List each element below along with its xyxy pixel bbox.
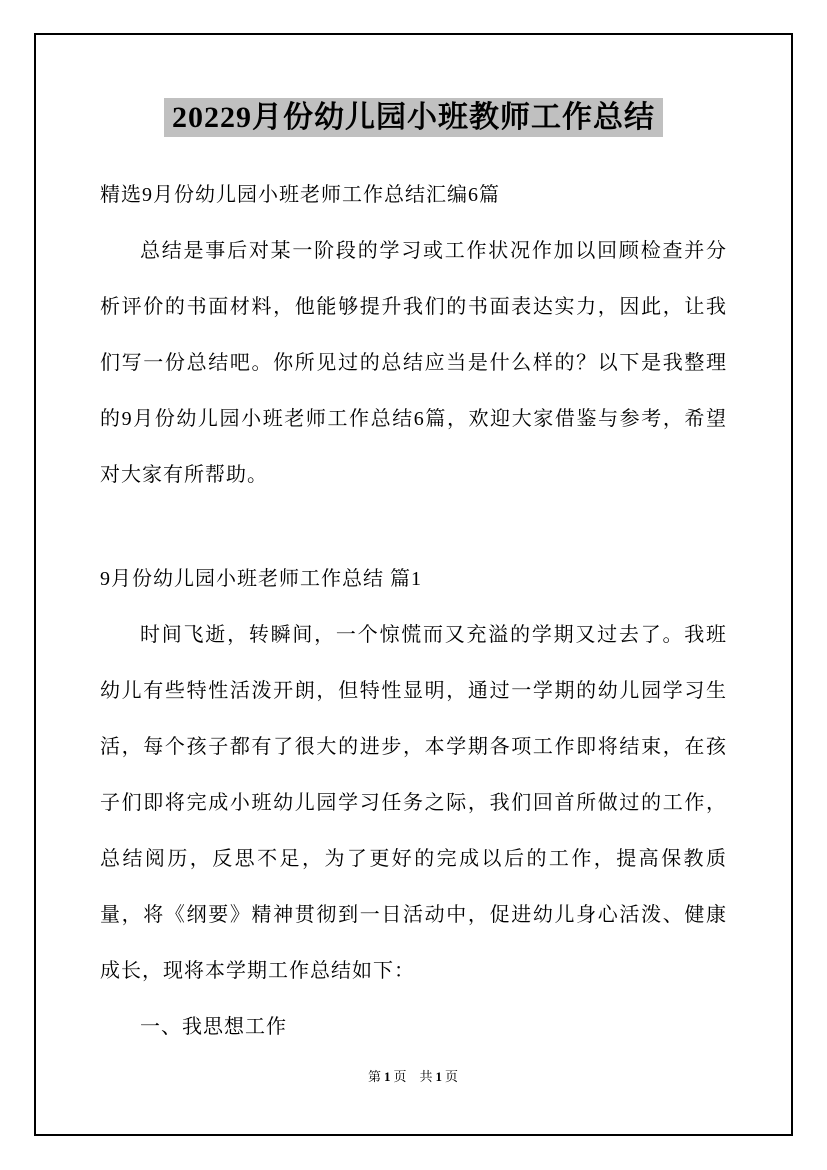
title-highlight: 20229月份幼儿园小班教师工作总结	[164, 98, 663, 137]
section-heading: 9月份幼儿园小班老师工作总结 篇1	[100, 568, 422, 590]
page-label-prefix: 第	[367, 1069, 382, 1084]
page-number: 1	[383, 1069, 392, 1084]
paragraph-preface: 总结是事后对某一阶段的学习或工作状况作加以回顾检查并分析评价的书面材料，他能够提升我们的书面表达实力，因此，让我们写一份总结吧。你所见过的总结应当是什么样的？以下是我整理的9月份幼儿园小班老师工作总结6篇，欢迎大家借鉴与参考，希望对大家有所帮助。	[100, 240, 727, 486]
page-label-suffix: 页	[393, 1069, 408, 1084]
total-label-prefix: 共	[419, 1069, 434, 1084]
list-heading: 一、我思想工作	[140, 1016, 287, 1038]
paragraph-body: 时间飞逝，转瞬间，一个惊慌而又充溢的学期又过去了。我班幼儿有些特性活泼开朗，但特性显明，通过一学期的幼儿园学习生活，每个孩子都有了很大的进步，本学期各项工作即将结束，在孩子们即将完成小班幼儿园学习任务之际，我们回首所做过的工作，总结阅历，反思不足，为了更好的完成以后的工作，提高保教质量，将《纲要》精神贯彻到一日活动中，促进幼儿身心活泼、健康成长，现将本学期工作总结如下：	[100, 624, 727, 982]
total-label-suffix: 页	[445, 1069, 460, 1084]
page-content	[100, 33, 727, 1055]
page-footer	[0, 1066, 827, 1085]
total-pages-number: 1	[435, 1069, 444, 1084]
paragraph-intro: 精选9月份幼儿园小班老师工作总结汇编6篇	[100, 184, 500, 206]
document-title	[100, 95, 727, 141]
